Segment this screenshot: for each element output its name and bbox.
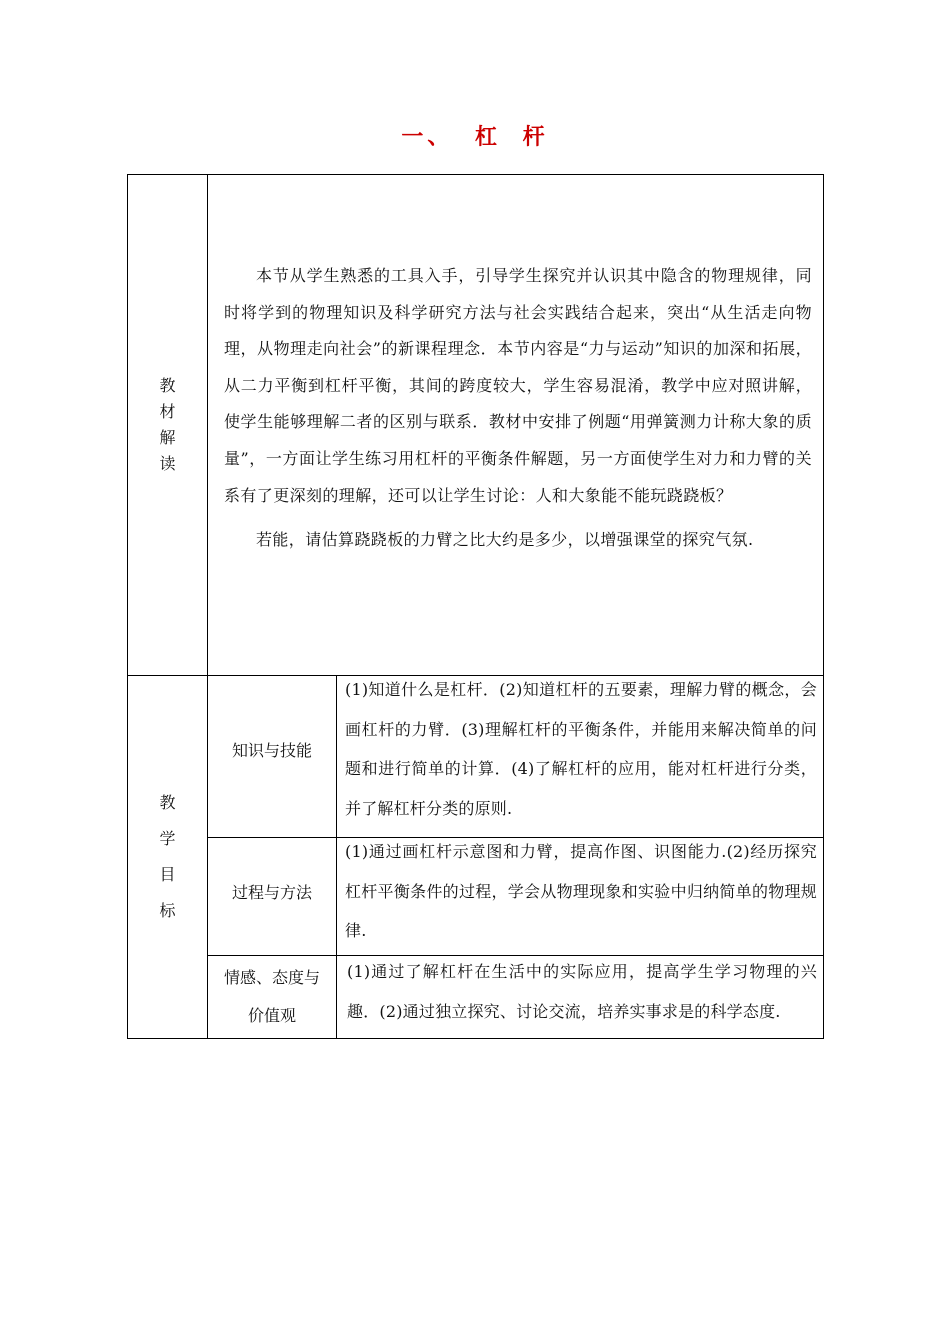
goal-text: (1)通过了解杠杆在生活中的实际应用，提高学生学习物理的兴趣．(2)通过独立探究、讨论交流，培养实事求是的科学态度. <box>347 962 817 1021</box>
reading-paragraph-1: 本节从学生熟悉的工具入手，引导学生探究并认识其中隐含的物理规律，同时将学到的物理知识及科学研究方法与社会实践结合起来，突出“从生活走向物理，从物理走向社会”的新课程理念．本节内容是“力与运动”知识的加深和拓展，从二力平衡到杠杆平衡，其间的跨度较大，学生容易混淆，教学中应对照讲解，使学生能够理解二者的区别与联系．教材中安排了例题“用弹簧测力计称大象的质量”，一方面让学生练习用杠杆的平衡条件解题，另一方面使学生对力和力臂的关系有了更深刻的理解，还可以让学生讨论：人和大象能不能玩跷跷板？ <box>224 266 812 505</box>
page-title: 一、 杠 杆 <box>401 125 549 150</box>
label-char: 学 <box>159 829 176 848</box>
goal-category-attitude <box>208 956 336 1038</box>
label-char: 读 <box>159 454 176 473</box>
reading-paragraph-2: 若能，请估算跷跷板的力臂之比大约是多少，以增强课堂的探究气氛. <box>256 530 754 550</box>
label-char: 教 <box>159 376 176 395</box>
goal-text: (1)通过画杠杆示意图和力臂，提高作图、识图能力.(2)经历探究杠杆平衡条件的过程，学会从物理现象和实验中归纳简单的物理规律. <box>345 842 817 941</box>
label-char: 目 <box>159 865 176 884</box>
goal-text-knowledge <box>337 670 823 836</box>
reading-section-label <box>128 175 207 675</box>
goal-category-label-line-1: 情感、态度与 <box>223 968 320 987</box>
goal-category-label: 知识与技能 <box>231 741 312 760</box>
goal-category-knowledge <box>208 676 336 826</box>
reading-section-text <box>224 258 812 559</box>
label-char: 教 <box>159 793 176 812</box>
label-char: 材 <box>159 402 176 421</box>
label-char: 标 <box>159 901 176 920</box>
goal-text: (1)知道什么是杠杆．(2)知道杠杆的五要素，理解力臂的概念，会画杠杆的力臂．(3)理解杠杆的平衡条件，并能用来解决简单的问题和进行简单的计算．(4)了解杠杆的应用，能对杠杆进行分类，并了解杠杆分类的原则. <box>345 680 817 818</box>
goal-text-process <box>337 832 823 954</box>
goal-text-attitude <box>337 952 823 1038</box>
goal-category-label: 过程与方法 <box>231 883 312 902</box>
goal-category-label-line-2: 价值观 <box>247 1006 296 1025</box>
label-char: 解 <box>159 428 176 447</box>
goal-category-process <box>208 838 336 948</box>
goals-section-label <box>128 676 207 1038</box>
